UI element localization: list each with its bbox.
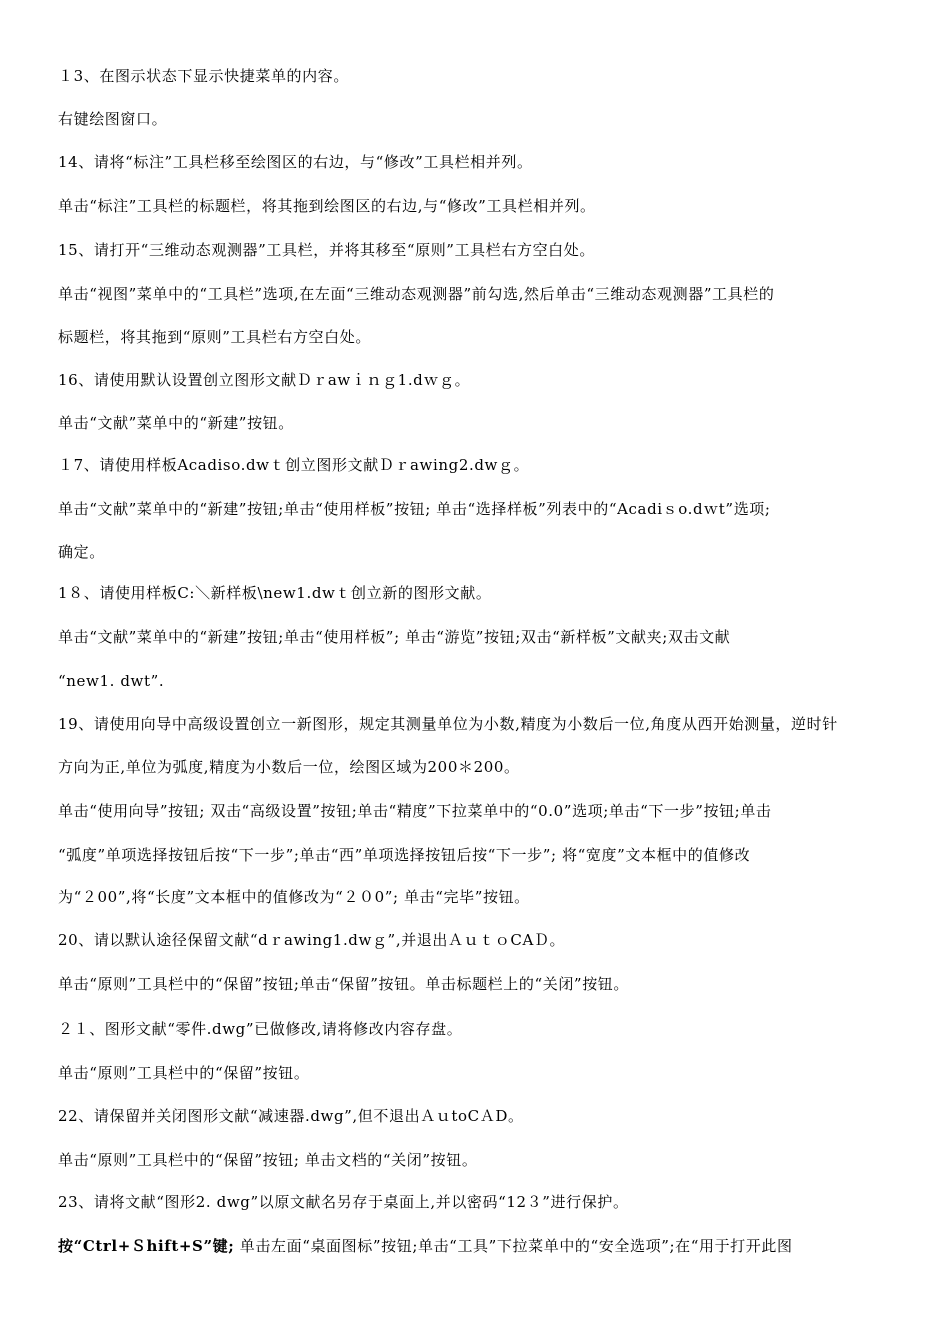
line-18-answer-cont: “new1. dwt”. [58,672,165,690]
line-18-answer: 单击“文献”菜单中的“新建”按钮;单击“使用样板”; 单击“游览”按钮;双击“新样板”文献夹;双击文献 [58,628,731,646]
line-16-question: 16、请使用默认设置创立图形文献Ｄｒawｉｎｇ1.dｗｇ。 [58,371,471,389]
line-20-question: 20、请以默认途径保留文献“dｒawing1.dwｇ”,并退出ＡｕｔｏCAＤ。 [58,931,566,949]
line-19-question-cont: 方向为正,单位为弧度,精度为小数后一位，绘图区域为200＊200。 [58,758,520,776]
line-21-answer: 单击“原则”工具栏中的“保留”按钮。 [58,1064,310,1082]
line-13-answer: 右键绘图窗口。 [58,110,168,128]
line-16-answer: 单击“文献”菜单中的“新建”按钮。 [58,414,294,432]
line-23-question: 23、请将文献“图形2. dwg”以原文献名另存于桌面上,并以密码“12３”进行保护。 [58,1193,629,1211]
line-14-question: 14、请将“标注”工具栏移至绘图区的右边，与“修改”工具栏相并列。 [58,153,533,171]
line-22-question: 22、请保留并关闭图形文献“减速器.dwg”,但不退出ＡｕtoCＡD。 [58,1107,524,1125]
line-13-question: １3、在图示状态下显示快捷菜单的内容。 [58,67,349,85]
line-23-answer-keystroke: 按“Ctrl+Ｓhift+S”键; [58,1237,235,1255]
line-19-question: 19、请使用向导中高级设置创立一新图形，规定其测量单位为小数,精度为小数后一位,角度从西开始测量，逆时针 [58,715,838,733]
line-21-question: ２１、图形文献“零件.dwg”已做修改,请将修改内容存盘。 [58,1020,463,1038]
line-23-answer-text: 单击左面“桌面图标”按钮;单击“工具”下拉菜单中的“安全选项”;在“用于打开此图 [234,1237,793,1255]
line-18-question: 1８、请使用样板C:＼新样板\new1.dwｔ创立新的图形文献。 [58,584,492,602]
line-15-answer: 单击“视图”菜单中的“工具栏”选项,在左面“三维动态观测器”前勾选,然后单击“三维动态观测器”工具栏的 [58,285,775,303]
line-19-answer-cont-2: 为“２00”,将“长度”文本框中的值修改为“２０0”; 单击“完毕”按钮。 [58,888,530,906]
line-14-answer: 单击“标注”工具栏的标题栏，将其拖到绘图区的右边,与“修改”工具栏相并列。 [58,197,596,215]
line-17-answer: 单击“文献”菜单中的“新建”按钮;单击“使用样板”按钮; 单击“选择样板”列表中的“Acadiｓo.dｗt”选项; [58,500,771,518]
line-15-question: 15、请打开“三维动态观测器”工具栏，并将其移至“原则”工具栏右方空白处。 [58,241,595,259]
line-17-question: １7、请使用样板Acadiso.dwｔ创立图形文献Ｄｒawing2.dwｇ。 [58,456,530,474]
line-20-answer: 单击“原则”工具栏中的“保留”按钮;单击“保留”按钮。单击标题栏上的“关闭”按钮。 [58,975,630,993]
line-17-answer-cont: 确定。 [58,543,105,561]
line-23-answer [58,1236,900,1256]
line-15-answer-cont: 标题栏，将其拖到“原则”工具栏右方空白处。 [58,328,371,346]
line-19-answer-cont-1: “弧度”单项选择按钮后按“下一步”;单击“西”单项选择按钮后按“下一步”; 将“宽度”文本框中的值修改 [58,846,751,864]
line-19-answer: 单击“使用向导”按钮; 双击“高级设置”按钮;单击“精度”下拉菜单中的“0.0”选项;单击“下一步”按钮;单击 [58,802,772,820]
line-22-answer: 单击“原则”工具栏中的“保留”按钮; 单击文档的“关闭”按钮。 [58,1151,478,1169]
